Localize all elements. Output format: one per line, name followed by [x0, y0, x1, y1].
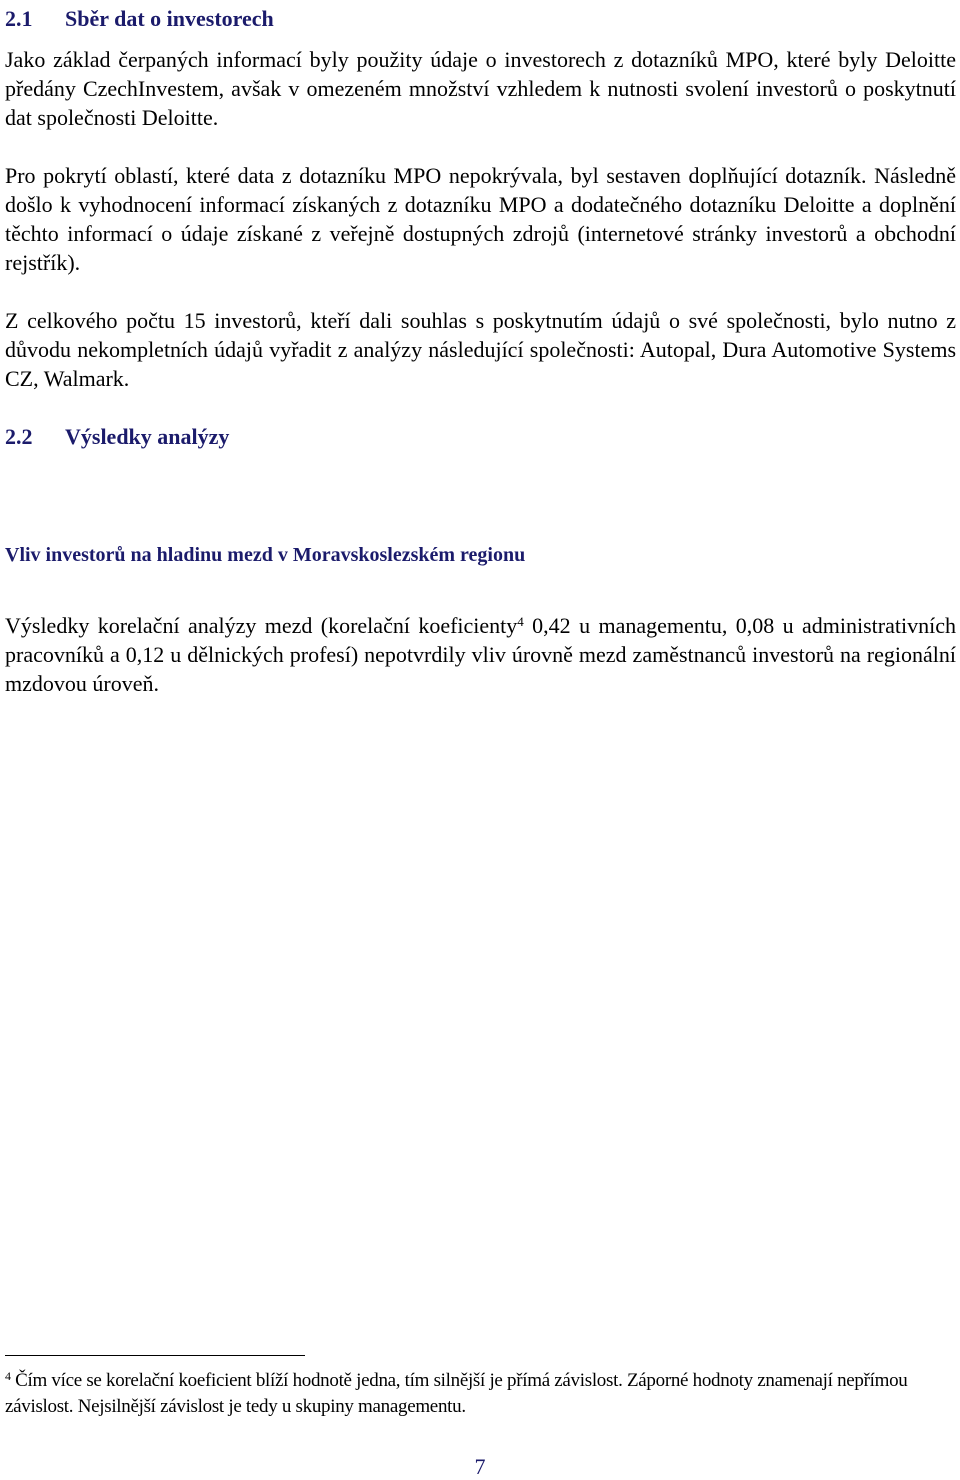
paragraph-data-sources: Jako základ čerpaných informací byly použity údaje o investorech z dotazníků MPO, které byly Deloitte předány CzechInvestem, avšak v omezeném množství vzhledem k nutnosti svolení investorů o poskytnutí dat společnosti Deloitte. — [5, 47, 956, 130]
section-title: Sběr dat o investorech — [65, 6, 274, 31]
paragraph-text: 0,42 u managementu, 0,08 u administrativních pracovníků a 0,12 u dělnických profesí) nepotvrdily vliv úrovně mezd zaměstnanců investorů na regionální mzdovou úroveň. — [5, 613, 956, 696]
paragraph-questionnaire: Pro pokrytí oblastí, které data z dotazníku MPO nepokrývala, byl sestaven doplňující dotazník. Následně došlo k vyhodnocení informací získaných z dotazníku MPO a dodatečného dotazníku Deloitte a doplnění těchto informací o údaje získané z veřejně dostupných zdrojů (internetové stránky investorů a obchodní rejstřík). — [5, 163, 956, 275]
section-title: Výsledky analýzy — [65, 424, 230, 449]
section-number: 2.2 — [5, 424, 33, 449]
page-number: 7 — [474, 1454, 486, 1479]
footnote-text: Čím více se korelační koeficient blíží hodnotě jedna, tím silnější je přímá závislost. Záporné hodnoty znamenají nepřímou závislost. Nejsilnější závislost je tedy u skupiny managementu. — [5, 1370, 908, 1417]
paragraph-text: Výsledky korelační analýzy mezd (korelační koeficienty — [5, 613, 518, 638]
section-heading-2-1 — [5, 4, 956, 33]
section-heading-2-2 — [5, 422, 956, 451]
footnote-reference[interactable]: 4 — [517, 614, 524, 629]
footnote-separator — [5, 1355, 305, 1356]
paragraph-excluded-companies: Z celkového počtu 15 investorů, kteří dali souhlas s poskytnutím údajů o své společnosti, bylo nutno z důvodu nekompletních údajů vyřadit z analýzy následující společnosti: Autopal, Dura Automotive Systems CZ, Walmark. — [5, 308, 956, 391]
paragraph-correlation-results — [5, 611, 956, 698]
footnote-number: 4 — [5, 1369, 11, 1383]
section-number: 2.1 — [5, 6, 33, 31]
subheading-wages: Vliv investorů na hladinu mezd v Moravskoslezském regionu — [5, 544, 526, 566]
footnote — [5, 1368, 956, 1420]
